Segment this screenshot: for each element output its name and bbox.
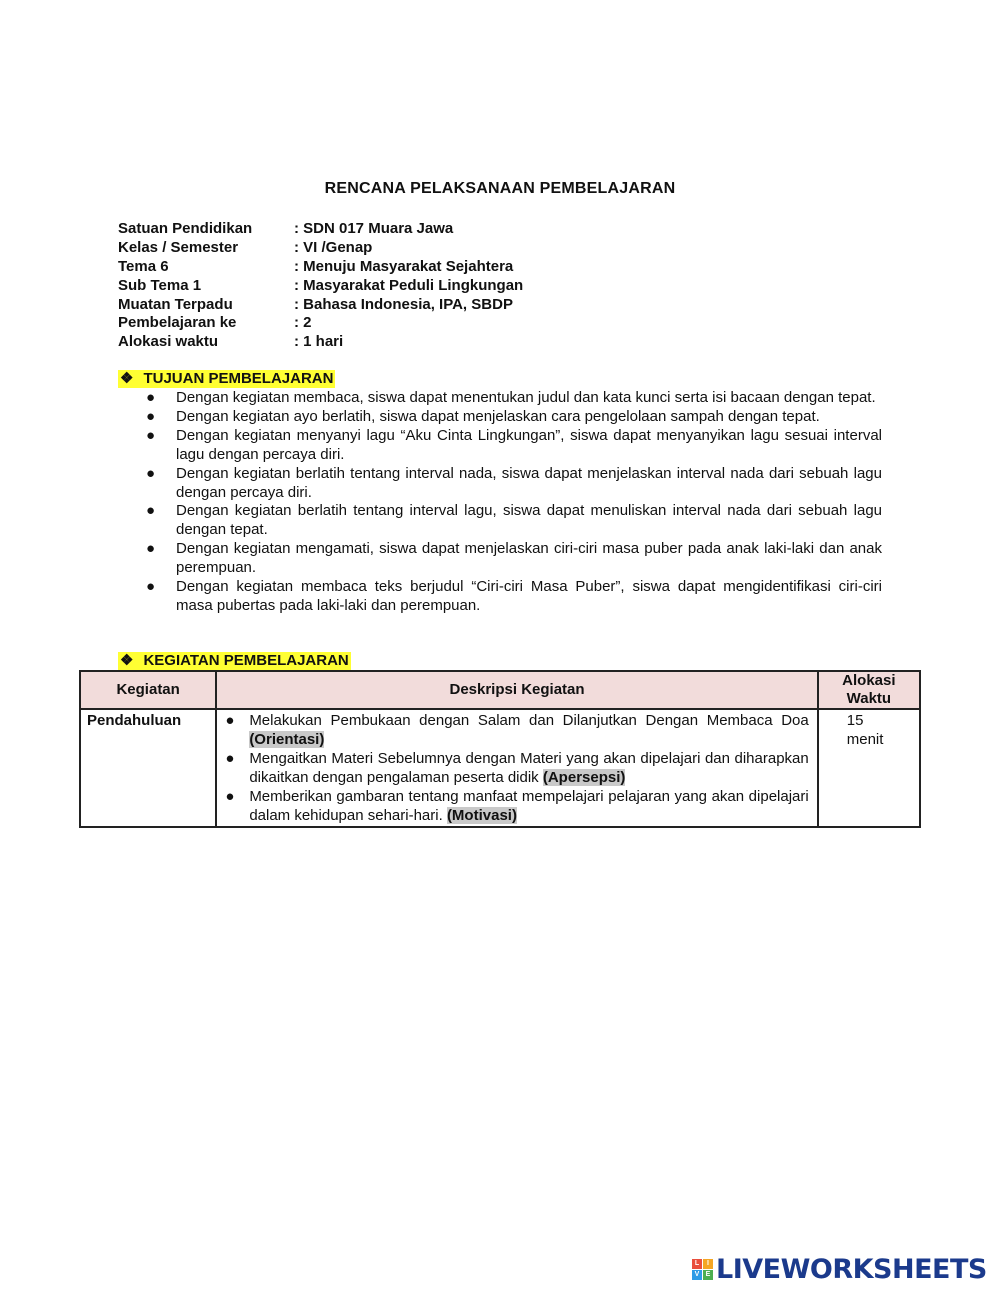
logo-block: E [703, 1270, 713, 1280]
bullet-icon: ● [146, 578, 156, 596]
identity-row [118, 258, 523, 277]
bullet-icon: ● [225, 750, 235, 767]
identity-row [118, 314, 523, 333]
identity-value: : VI /Genap [294, 238, 373, 256]
header-deskripsi: Deskripsi Kegiatan [216, 671, 817, 709]
description-text: Melakukan Pembukaan dengan Salam dan Dilanjutkan Dengan Membaca Doa [249, 712, 809, 729]
activity-table [79, 670, 921, 828]
list-item-text [249, 749, 808, 787]
identity-label: Tema 6 [118, 257, 169, 275]
kegiatan-heading [118, 652, 351, 670]
table-header-row [80, 671, 920, 709]
description-text: Memberikan gambaran tentang manfaat mempelajari pelajaran yang akan dipelajari dalam kehidupan sehari-hari. [249, 788, 809, 824]
list-item [225, 787, 808, 825]
identity-value: : Bahasa Indonesia, IPA, SBDP [294, 295, 513, 313]
description-list [217, 710, 816, 826]
list-item-text: Dengan kegiatan membaca, siswa dapat menentukan judul dan kata kunci serta isi bacaan dengan tepat. [176, 389, 876, 406]
bullet-icon: ● [146, 389, 156, 406]
list-item-text: Dengan kegiatan mengamati, siswa dapat menjelaskan ciri-ciri masa puber pada anak laki-laki dan anak perempuan. [176, 540, 882, 577]
bullet-icon: ● [146, 502, 156, 520]
identity-value: : 2 [294, 314, 312, 332]
header-alokasi-text: Alokasi Waktu [842, 672, 896, 707]
bullet-icon: ● [146, 407, 156, 425]
bullet-icon: ● [225, 712, 235, 729]
cell-kegiatan: Pendahuluan [80, 709, 216, 827]
cell-deskripsi [216, 709, 817, 827]
list-item [140, 540, 882, 578]
list-item-text: Dengan kegiatan berlatih tentang interval nada, siswa dapat menjelaskan interval nada dari sebuah lagu dengan percaya diri. [176, 464, 882, 501]
description-text: Mengaitkan Materi Sebelumnya dengan Materi yang akan dipelajari dan diharapkan dikaitkan dengan pengalaman peserta didik [249, 750, 809, 786]
cell-alokasi [818, 709, 920, 827]
list-item-text: Dengan kegiatan berlatih tentang interval lagu, siswa dapat menuliskan interval nada dari sebuah lagu dengan tepat. [176, 502, 882, 539]
list-item-text [249, 787, 808, 825]
identity-label: Muatan Terpadu [118, 295, 233, 313]
logo-text: LIVEWORKSHEETS [716, 1253, 987, 1285]
diamond-bullet-icon: ❖ [120, 370, 134, 387]
identity-label: Sub Tema 1 [118, 276, 202, 294]
identity-value: : Masyarakat Peduli Lingkungan [294, 276, 524, 294]
bullet-icon: ● [146, 426, 156, 444]
diamond-bullet-icon: ❖ [120, 652, 134, 669]
list-item [140, 389, 882, 408]
identity-row [118, 239, 523, 258]
list-item [140, 502, 882, 540]
bullet-icon: ● [146, 540, 156, 558]
document-title: RENCANA PELAKSANAAN PEMBELAJARAN [324, 180, 676, 197]
list-item [140, 465, 882, 503]
bullet-icon: ● [146, 464, 156, 482]
list-item [140, 408, 882, 427]
list-item [225, 711, 808, 749]
list-item-text: Dengan kegiatan menyanyi lagu “Aku Cinta Lingkungan”, siswa dapat menyanyikan lagu sesuai interval lagu dengan percaya diri. [176, 426, 882, 463]
stage-tag: (Orientasi) [249, 731, 325, 748]
identity-label: Alokasi waktu [118, 333, 219, 351]
identity-value: : 1 hari [294, 333, 344, 351]
identity-row [118, 220, 523, 239]
identity-label: Pembelajaran ke [118, 314, 237, 332]
list-item-text [249, 711, 808, 749]
identity-value: : SDN 017 Muara Jawa [294, 220, 454, 237]
list-item-text: Dengan kegiatan membaca teks berjudul “Ciri-ciri Masa Puber”, siswa dapat mengidentifikasi ciri-ciri masa pubertas pada laki-laki dan perempuan. [176, 578, 882, 614]
identity-row [118, 333, 523, 352]
logo-block: I [703, 1259, 713, 1269]
identity-row [118, 296, 523, 315]
table-row [80, 709, 920, 827]
list-item-text: Dengan kegiatan ayo berlatih, siswa dapat menjelaskan cara pengelolaan sampah dengan tepat. [176, 407, 820, 425]
stage-tag: (Apersepsi) [542, 769, 626, 786]
header-kegiatan: Kegiatan [80, 671, 216, 709]
identity-row [118, 277, 523, 296]
list-item [225, 749, 808, 787]
header-alokasi [818, 671, 920, 709]
kegiatan-heading-text: KEGIATAN PEMBELAJARAN [143, 652, 349, 669]
tujuan-heading-text: TUJUAN PEMBELAJARAN [143, 370, 334, 387]
identity-value: : Menuju Masyarakat Sejahtera [294, 257, 514, 275]
bullet-icon: ● [225, 788, 235, 805]
logo-blocks-icon [692, 1259, 713, 1280]
identity-label: Satuan Pendidikan [118, 220, 253, 237]
list-item [140, 578, 882, 616]
logo-block: V [692, 1270, 702, 1280]
liveworksheets-logo[interactable] [692, 1254, 987, 1284]
identity-label: Kelas / Semester [118, 238, 239, 256]
stage-tag: (Motivasi) [446, 807, 517, 824]
tujuan-heading [118, 370, 335, 388]
tujuan-list [140, 389, 882, 616]
logo-block: L [692, 1259, 702, 1269]
identity-block [118, 220, 523, 352]
list-item [140, 427, 882, 465]
alokasi-text: 15 menit [846, 712, 884, 748]
